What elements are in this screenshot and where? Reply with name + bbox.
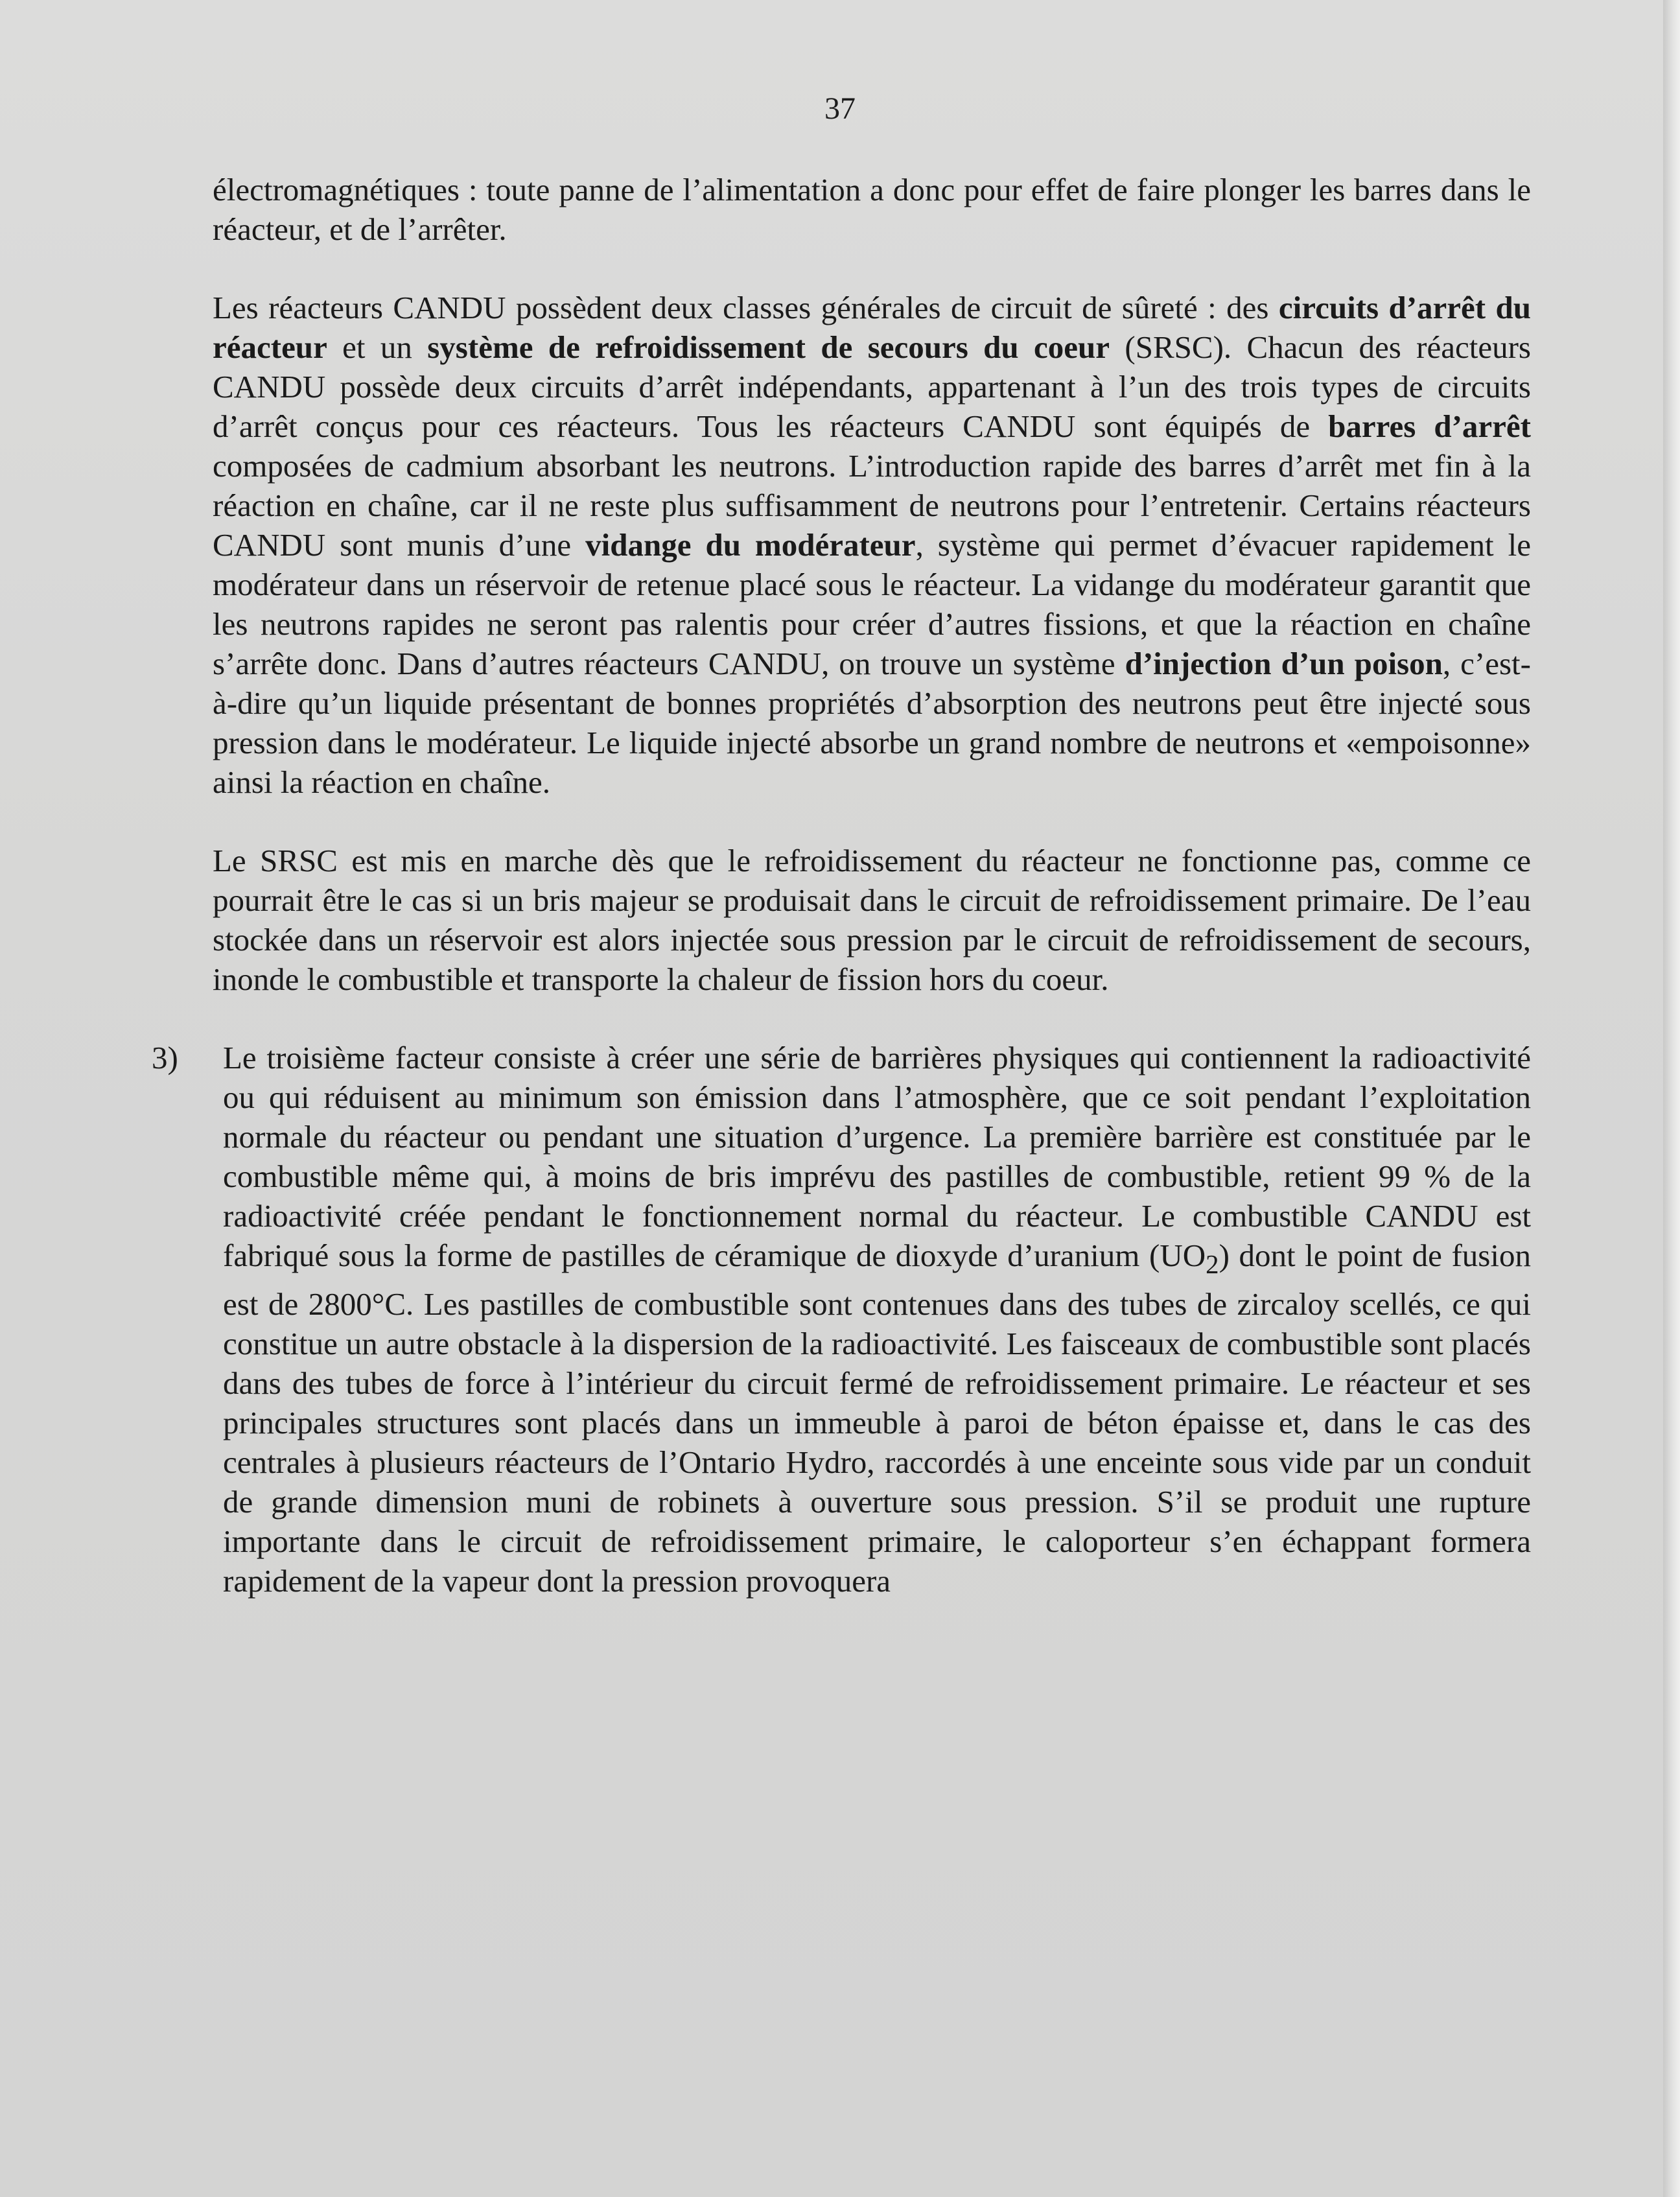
text-segment: Le SRSC est mis en marche dès que le refroidissement du réacteur ne fonctionne pas, comme ce pourrait être le cas si un bris majeur se produisait dans le circuit de refroidissement primaire. De l’eau stockée dans un réservoir est alors injectée sous pression par le circuit de refroidissement de secours, inonde le combustible et transporte la chaleur de fission hors du coeur. [213,843,1531,997]
paragraph-3 [213,841,1531,999]
subscript: 2 [1206,1249,1219,1279]
body-text [152,170,1531,1639]
page-number: 37 [824,91,856,126]
text-segment: , c’est-à-dire qu’un liquide présentant de bonnes propriétés d’absorption des neutrons peut être injecté sous pression dans le modérateur. Le liquide injecté absorbe un grand nombre de neutrons et «empoisonne» ainsi la réaction en chaîne. [213,646,1531,800]
bold-term: barres d’arrêt [1328,408,1531,444]
numbered-item-3 [152,1038,1531,1601]
paragraph-1 [213,170,1531,249]
bold-term: d’injection d’un poison [1125,646,1443,681]
text-segment: , système qui permet d’évacuer rapidement le modérateur dans un réservoir de retenue placé sous le réacteur. La vidange du modérateur garantit que les neutrons rapides ne seront pas ralentis pour créer d’autres fissions, et que la réaction en chaîne s’arrête donc. Dans d’autres réacteurs CANDU, on trouve un système [213,527,1531,681]
text-segment: (SRSC). Chacun des réacteurs CANDU possède deux circuits d’arrêt indépendants, appartenant à l’un des trois types de circuits d’arrêt conçus pour ces réacteurs. Tous les réacteurs CANDU sont équipés de [213,329,1531,444]
bold-term: système de refroidissement de secours du coeur [427,329,1110,365]
text-segment: Les réacteurs CANDU possèdent deux classes générales de circuit de sûreté : des [213,290,1279,325]
text-segment: et un [327,329,428,365]
page-edge [1663,0,1680,2197]
bold-term: vidange du modérateur [585,527,916,563]
text-segment: Le troisième facteur consiste à créer une série de barrières physiques qui contiennent la radioactivité ou qui réduisent au minimum son émission dans l’atmosphère, que ce soit pendant l’exploitation normale du réacteur ou pendant une situation d’urgence. La première barrière est constituée par le combustible même qui, à moins de bris imprévu des pastilles de combustible, retient 99 % de la radioactivité créée pendant le fonctionnement normal du réacteur. Le combustible CANDU est fabriqué sous la forme de pastilles de céramique de dioxyde d’uranium (UO [223,1040,1531,1273]
text-segment: ) dont le point de fusion est de 2800°C. Les pastilles de combustible sont contenues dans des tubes de zircaloy scellés, ce qui constitue un autre obstacle à la dispersion de la radioactivité. Les faisceaux de combustible sont placés dans des tubes de force à l’intérieur du circuit fermé de refroidissement primaire. Le réacteur et ses principales structures sont placés dans un immeuble à paroi de béton épaisse et, dans le cas des centrales à plusieurs réacteurs de l’Ontario Hydro, raccordés à une enceinte sous vide par un conduit de grande dimension muni de robinets à ouverture sous pression. S’il se produit une rupture importante dans le circuit de refroidissement primaire, le caloporteur s’en échappant formera rapidement de la vapeur dont la pression provoquera [223,1238,1531,1599]
text-segment: électromagnétiques : toute panne de l’alimentation a donc pour effet de faire plonger les barres dans le réacteur, et de l’arrêter. [213,172,1531,247]
bold-term: circuits d’arrêt du réacteur [213,290,1531,365]
text-segment: composées de cadmium absorbant les neutrons. L’introduction rapide des barres d’arrêt met fin à la réaction en chaîne, car il ne reste plus suffisamment de neutrons pour l’entretenir. Certains réacteurs CANDU sont munis d’une [213,448,1531,563]
item-number: 3) [152,1040,178,1075]
paragraph-2 [213,288,1531,802]
